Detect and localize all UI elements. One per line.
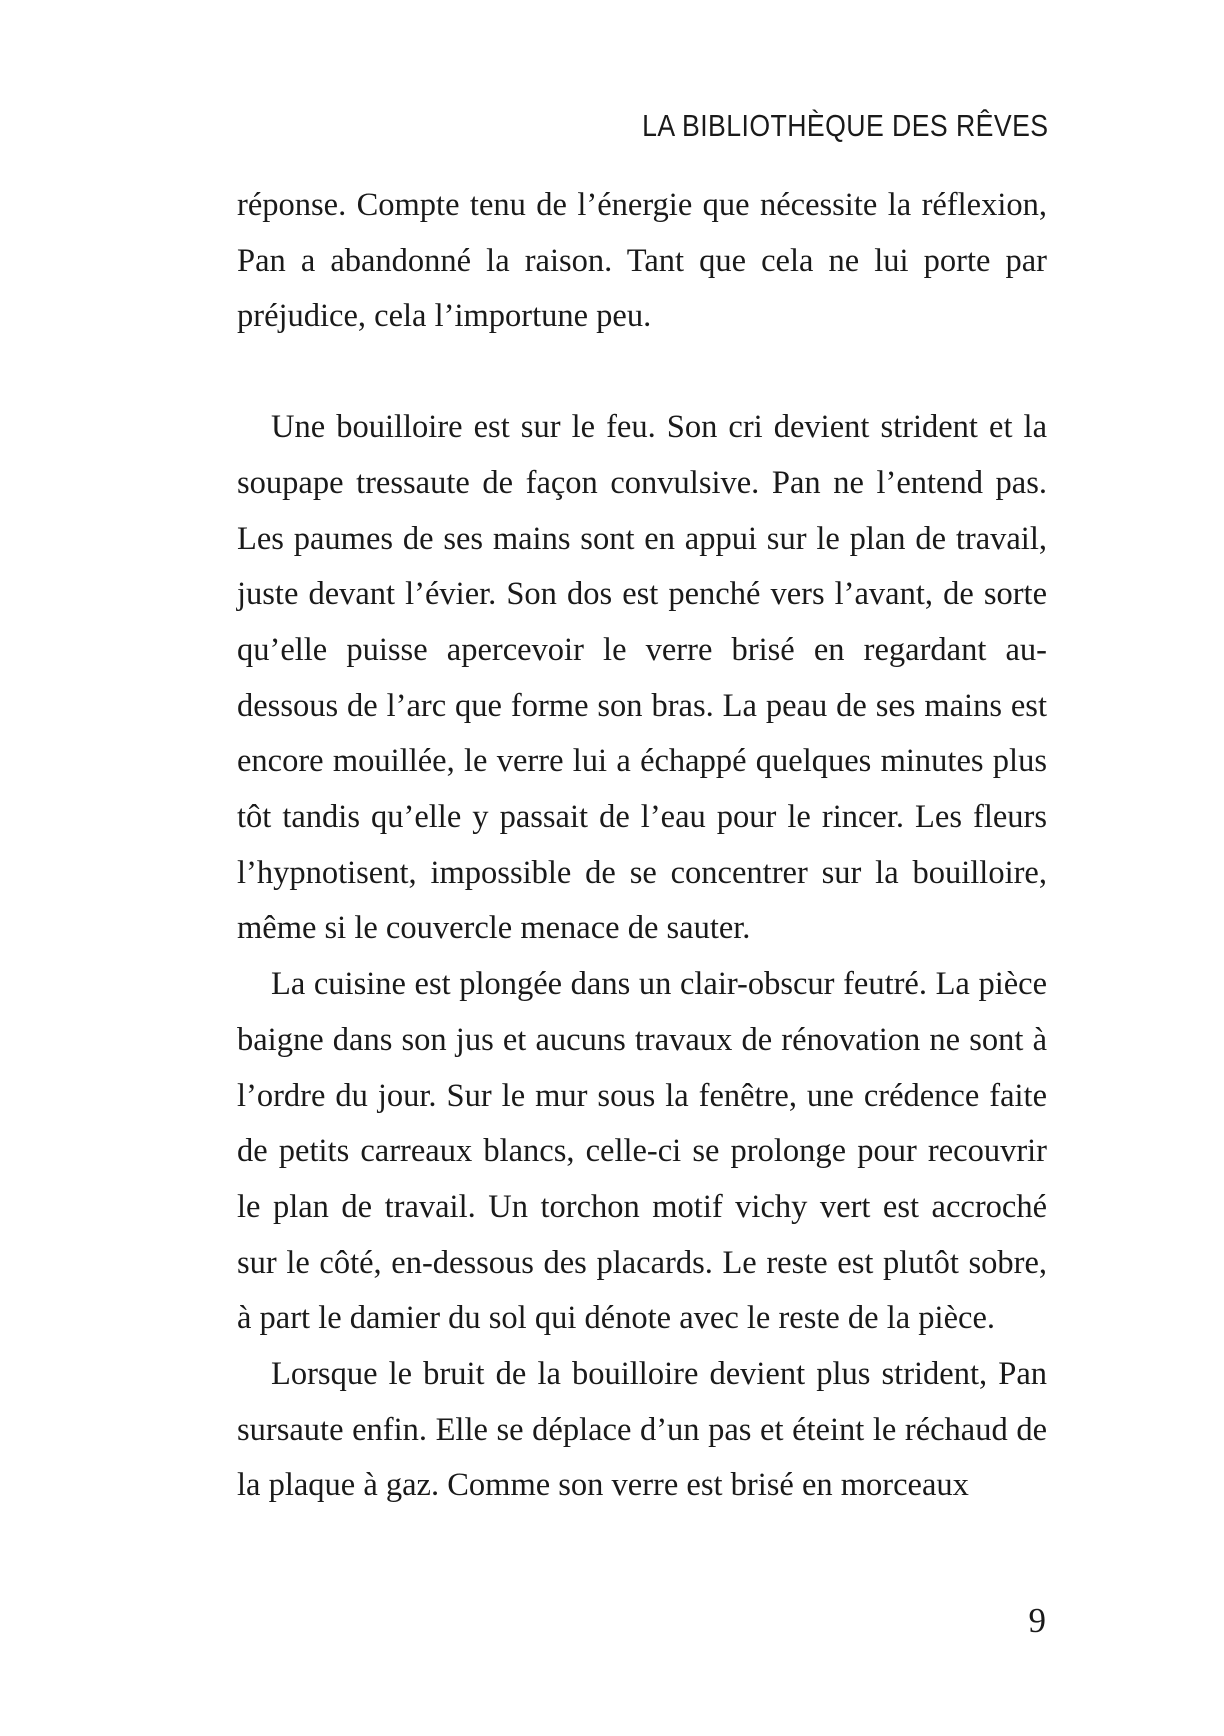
running-header: LA BIBLIOTHÈQUE DES RÊVES [641,108,1048,143]
page-number: 9 [1028,1601,1046,1640]
body-text [237,178,1047,1514]
paragraph: La cuisine est plongée dans un clair-obscur feutré. La pièce baigne dans son jus et aucuns travaux de rénovation ne sont à l’ordre du jour. Sur le mur sous la fenêtre, une crédence faite de petits carreaux blancs, celle-ci se prolonge pour recouvrir le plan de travail. Un torchon motif vichy vert est accroché sur le côté, en-dessous des placards. Le reste est plutôt sobre, à part le damier du sol qui dénote avec le reste de la pièce. [237,966,1047,1337]
paragraph: Une bouilloire est sur le feu. Son cri devient strident et la soupape tressaute de façon convulsive. Pan ne l’entend pas. Les paumes de ses mains sont en appui sur le plan de travail, juste devant l’évier. Son dos est penché vers l’avant, de sorte qu’elle puisse apercevoir le verre brisé en regardant au-dessous de l’arc que forme son bras. La peau de ses mains est encore mouillée, le verre lui a échappé quelques minutes plus tôt tandis qu’elle y passait de l’eau pour le rincer. Les fleurs l’hypnotisent, impossible de se concentrer sur la bouilloire, même si le couvercle menace de sauter. [237,409,1047,947]
paragraph: Lorsque le bruit de la bouilloire devient plus strident, Pan sursaute enfin. Elle se déplace d’un pas et éteint le réchaud de la plaque à gaz. Comme son verre est brisé en morceaux [237,1356,1047,1504]
paragraph: réponse. Compte tenu de l’énergie que nécessite la réflexion, Pan a abandonné la raison. Tant que cela ne lui porte par préjudice, cela l’importune peu. [237,187,1047,335]
